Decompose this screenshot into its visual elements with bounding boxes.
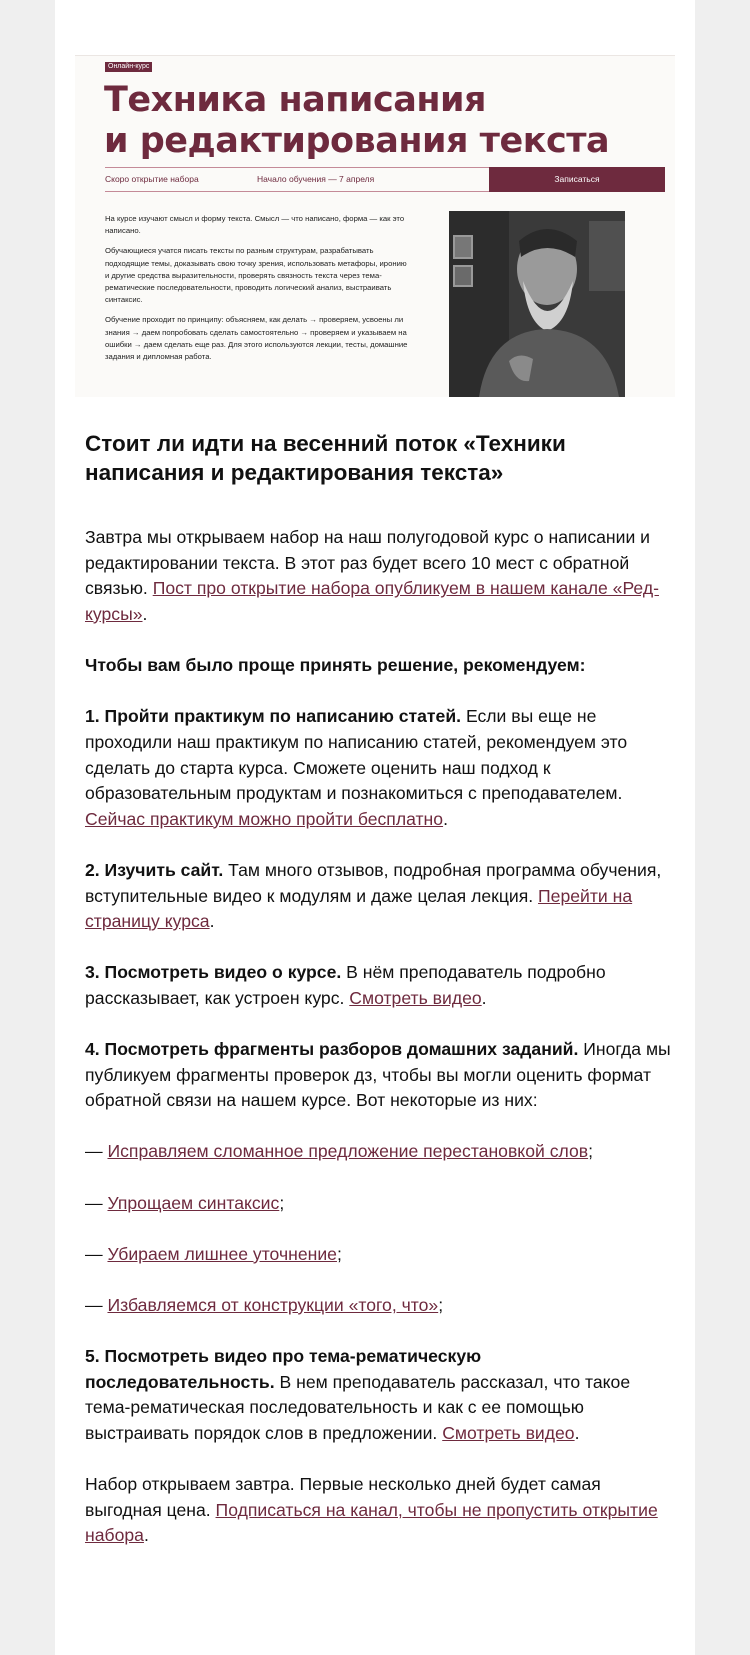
banner-title-line1: Техника написания <box>104 80 487 120</box>
online-course-badge: Онлайн-курс <box>105 62 152 72</box>
free-workshop-link[interactable]: Сейчас практикум можно пройти бесплатно <box>85 808 444 829</box>
item-4-text: Иногда мы публикуем фрагменты проверок дз, чтобы вы могли оценить формат обратной связи на нашем курсе. Вот некоторые из них: <box>85 1039 671 1111</box>
course-page-link[interactable]: Перейти на страницу курса <box>85 885 633 932</box>
punctuation: . <box>443 808 448 829</box>
item-3-text: В нём преподаватель подробно рассказывает, как устроен курс. <box>85 962 606 1008</box>
punctuation: . <box>481 987 487 1008</box>
recommend-paragraph <box>85 653 675 679</box>
item-1-text: Если вы еще не проходили наш практикум по написанию статей, рекомендуем это сделать до старта курса. Сможете оценить наш подход к образовательным продуктам и познакомиться с преподавателем. <box>85 706 628 804</box>
punctuation: . <box>142 603 148 624</box>
punctuation: ; <box>336 1243 342 1264</box>
start-date-label: Начало обучения — 7 апреля <box>257 174 375 184</box>
item-5-title: 5. Посмотреть видео про тема-рематическую последовательность. <box>85 1346 482 1392</box>
sub-item <box>85 1242 675 1268</box>
dash: — <box>85 1243 103 1264</box>
enrollment-soon-label: Скоро открытие набора <box>105 174 199 184</box>
punctuation: ; <box>279 1192 285 1213</box>
enroll-button[interactable]: Записаться <box>489 167 665 192</box>
dash: — <box>85 1192 103 1213</box>
item-4-paragraph <box>85 1037 675 1114</box>
channel-post-link[interactable]: Пост про открытие набора опубликуем в нашем канале «Ред-курсы» <box>85 578 659 624</box>
banner-description <box>105 213 410 371</box>
teacher-photo <box>449 211 625 397</box>
article-body <box>85 430 675 1575</box>
banner-desc-paragraph: Обучающиеся учатся писать тексты по разным структурам, разрабатывать подходящие темы, доказывать свою точку зрения, использовать метафоры, иронию и другие средства выразительности, проверять связность текста через тема-рематические последовательности, проводить логический анализ, выстраивать синтаксис. <box>105 246 407 305</box>
banner-desc-paragraph: На курсе изучают смысл и форму текста. Смысл — что написано, форма — как это написано. <box>105 214 405 236</box>
teacher-portrait-image <box>449 211 625 397</box>
theme-rheme-video-link[interactable]: Смотреть видео <box>442 1422 575 1443</box>
intro-text: Завтра мы открываем набор на наш полугодовой курс о написании и редактировании текста. В этот раз будет всего 10 мест с обратной связью. <box>85 527 651 599</box>
item-3-paragraph <box>85 960 675 1011</box>
punctuation: ; <box>588 1141 593 1162</box>
recommend-heading: Чтобы вам было проще принять решение, рекомендуем: <box>85 655 586 676</box>
item-1-title: 1. Пройти практикум по написанию статей. <box>85 706 462 727</box>
course-banner[interactable] <box>75 55 675 397</box>
review-link-construction[interactable]: Избавляемся от конструкции «того, что» <box>107 1295 439 1315</box>
article-title: Стоит ли идти на весенний поток «Техники написания и редактирования текста» <box>85 431 566 485</box>
sub-item <box>85 1191 675 1217</box>
dash: — <box>85 1295 103 1315</box>
outro-text: Набор открываем завтра. Первые несколько дней будет самая выгодная цена. <box>85 1474 601 1520</box>
punctuation: . <box>209 911 215 932</box>
outro-paragraph <box>85 1472 675 1549</box>
subscribe-channel-link[interactable]: Подписаться на канал, чтобы не пропустить открытие набора <box>85 1499 658 1546</box>
item-1-paragraph <box>85 704 675 832</box>
dash: — <box>85 1141 103 1162</box>
banner-title <box>104 80 674 162</box>
item-2-paragraph <box>85 858 675 935</box>
punctuation: . <box>574 1422 580 1443</box>
item-4-title: 4. Посмотреть фрагменты разборов домашних заданий. <box>85 1039 579 1060</box>
banner-info-bar <box>105 167 665 192</box>
item-2-text: Там много отзывов, подробная программа обучения, вступительные видео к модулям и даже целая лекция. <box>85 859 662 906</box>
review-link-clarification[interactable]: Убираем лишнее уточнение <box>107 1243 337 1264</box>
review-link-syntax[interactable]: Упрощаем синтаксис <box>107 1192 280 1213</box>
course-video-link[interactable]: Смотреть видео <box>349 987 482 1008</box>
sub-item <box>85 1139 675 1165</box>
intro-paragraph <box>85 525 675 627</box>
punctuation: . <box>143 1525 149 1546</box>
banner-desc-paragraph: Обучение проходит по принципу: объясняем, как делать → проверяем, усвоены ли знания → даем попробовать сделать самостоятельно → проверяем и указываем на ошибки → даем сделать еще раз. Для этого используются лекции, тесты, домашние задания и дипломная работа. <box>105 315 408 362</box>
banner-title-line2: и редактирования текста <box>104 121 610 161</box>
item-5-paragraph <box>85 1344 675 1446</box>
sub-item <box>85 1293 675 1319</box>
email-content <box>55 0 695 1655</box>
review-link-word-order[interactable]: Исправляем сломанное предложение перестановкой слов <box>107 1141 589 1162</box>
item-3-title: 3. Посмотреть видео о курсе. <box>85 962 342 983</box>
punctuation: ; <box>438 1295 444 1315</box>
item-5-text: В нем преподаватель рассказал, что такое тема-рематическая последовательность и как с ее помощью выстраивать порядок слов в предложении. <box>85 1371 631 1443</box>
item-2-title: 2. Изучить сайт. <box>85 859 224 880</box>
